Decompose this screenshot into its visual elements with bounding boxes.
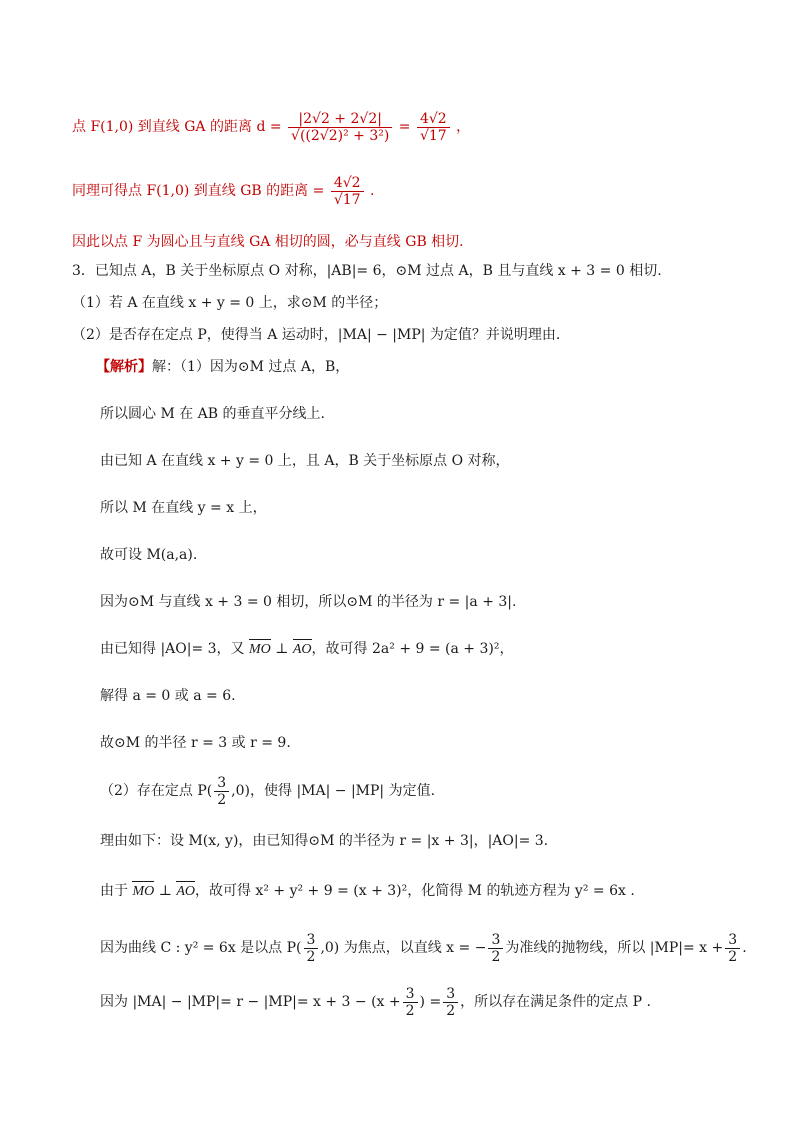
question-3: 3．已知点 A，B 关于坐标原点 O 对称，|AB|= 6，⊙M 过点 A，B 且与直线 x + 3 = 0 相切.: [72, 263, 662, 279]
solution-step-13: [100, 985, 651, 1019]
perpendicular-symbol: ⊥: [158, 883, 172, 899]
distance-ga-fraction: [288, 111, 392, 144]
solution-tag: 【解析】: [96, 359, 152, 375]
vector-mo: MO: [249, 642, 271, 657]
perpendicular-symbol: ⊥: [275, 641, 289, 657]
solution-step-11: [100, 882, 635, 901]
solution-step-11a: 由于: [100, 883, 128, 899]
fraction-numerator: 3: [725, 932, 740, 949]
solution-step-13c: ，所以存在满足条件的定点 P .: [460, 994, 651, 1010]
solution-step-12b: ,0) 为焦点，以直线 x = −: [320, 940, 487, 956]
fraction-denominator: 2: [217, 791, 227, 808]
distance-gb-prefix: 同理可得点 F(1,0) 到直线 GB 的距离 =: [72, 183, 325, 199]
fraction-denominator: 2: [405, 1002, 415, 1019]
difference-fraction-2: [443, 986, 458, 1019]
solution-step-6a: 由已知得 |AO|= 3，又: [100, 641, 245, 657]
distance-ga-equals: =: [398, 119, 411, 135]
fraction-numerator: 3: [443, 986, 458, 1003]
solution-step-9: [100, 774, 435, 808]
distance-ga-line: [72, 110, 470, 144]
solution-start-text: 解：（1）因为⊙M 过点 A，B，: [152, 359, 350, 375]
fraction-numerator: 3: [403, 986, 418, 1003]
distance-ga-result-denominator: √17: [419, 127, 447, 144]
solution-step-12c: 为准线的抛物线，所以 |MP|= x +: [505, 940, 724, 956]
solution-step-1: 所以圆心 M 在 AB 的垂直平分线上.: [100, 406, 325, 422]
focus-x-fraction: [304, 932, 319, 965]
mp-fraction: [725, 932, 740, 965]
directrix-fraction: [488, 932, 503, 965]
fraction-denominator: 2: [728, 948, 738, 965]
distance-ga-end: ，: [456, 119, 471, 135]
solution-step-12: [100, 931, 747, 965]
distance-gb-line: [72, 174, 374, 208]
vector-ao: AO: [292, 642, 312, 657]
point-p-x-fraction: [214, 775, 229, 808]
fraction-denominator: 2: [491, 948, 501, 965]
solution-step-10: 理由如下：设 M(x, y)，由已知得⊙M 的半径为 r = |x + 3|，|AO|= 3.: [100, 833, 549, 849]
vector-mo: MO: [132, 884, 155, 899]
distance-ga-numerator: |2√2 + 2√2|: [288, 111, 392, 128]
solution-start: [96, 358, 349, 376]
solution-step-13b: ) =: [419, 994, 442, 1010]
question-3-part-2: （2）是否存在定点 P，使得当 A 运动时，|MA| − |MP| 为定值？并说明理由.: [72, 327, 561, 343]
distance-gb-numerator: 4√2: [331, 175, 364, 192]
distance-gb-end: .: [370, 183, 375, 199]
fraction-numerator: 3: [488, 932, 503, 949]
distance-gb-denominator: √17: [333, 191, 361, 208]
fraction-numerator: 3: [304, 932, 319, 949]
question-3-part-1: （1）若 A 在直线 x + y = 0 上，求⊙M 的半径；: [72, 295, 388, 311]
solution-step-6b: ，故可得 2a² + 9 = (a + 3)²，: [311, 641, 514, 657]
solution-step-6: [100, 640, 513, 659]
fraction-denominator: 2: [446, 1002, 456, 1019]
solution-step-8: 故⊙M 的半径 r = 3 或 r = 9.: [100, 735, 291, 751]
solution-step-12d: .: [742, 940, 747, 956]
distance-ga-denominator: √((2√2)² + 3²): [291, 127, 390, 144]
distance-ga-prefix: 点 F(1,0) 到直线 GA 的距离 d =: [72, 119, 282, 135]
solution-step-12a: 因为曲线 C : y² = 6x 是以点 P(: [100, 940, 302, 956]
solution-step-3: 所以 M 在直线 y = x 上，: [100, 500, 267, 516]
solution-step-2: 由已知 A 在直线 x + y = 0 上，且 A，B 关于坐标原点 O 对称，: [100, 453, 510, 469]
solution-step-4: 故可设 M(a,a).: [100, 547, 198, 563]
fraction-denominator: 2: [306, 948, 316, 965]
solution-step-13a: 因为 |MA| − |MP|= r − |MP|= x + 3 − (x +: [100, 994, 401, 1010]
solution-step-7: 解得 a = 0 或 a = 6.: [100, 688, 236, 704]
difference-fraction-1: [403, 986, 418, 1019]
distance-ga-result: [417, 111, 450, 144]
distance-ga-result-numerator: 4√2: [417, 111, 450, 128]
solution-step-9a: （2）存在定点 P(: [100, 783, 213, 799]
solution-step-5: 因为⊙M 与直线 x + 3 = 0 相切，所以⊙M 的半径为 r = |a + 3|.: [100, 594, 517, 610]
fraction-numerator: 3: [214, 775, 229, 792]
distance-gb-fraction: [331, 175, 364, 208]
solution-step-9b: ,0)，使得 |MA| − |MP| 为定值.: [231, 783, 436, 799]
vector-ao: AO: [176, 884, 195, 899]
solution-step-11b: ，故可得 x² + y² + 9 = (x + 3)²，化简得 M 的轨迹方程为 y² = 6x .: [194, 883, 635, 899]
conclusion-line: 因此以点 F 为圆心且与直线 GA 相切的圆，必与直线 GB 相切.: [72, 234, 464, 250]
